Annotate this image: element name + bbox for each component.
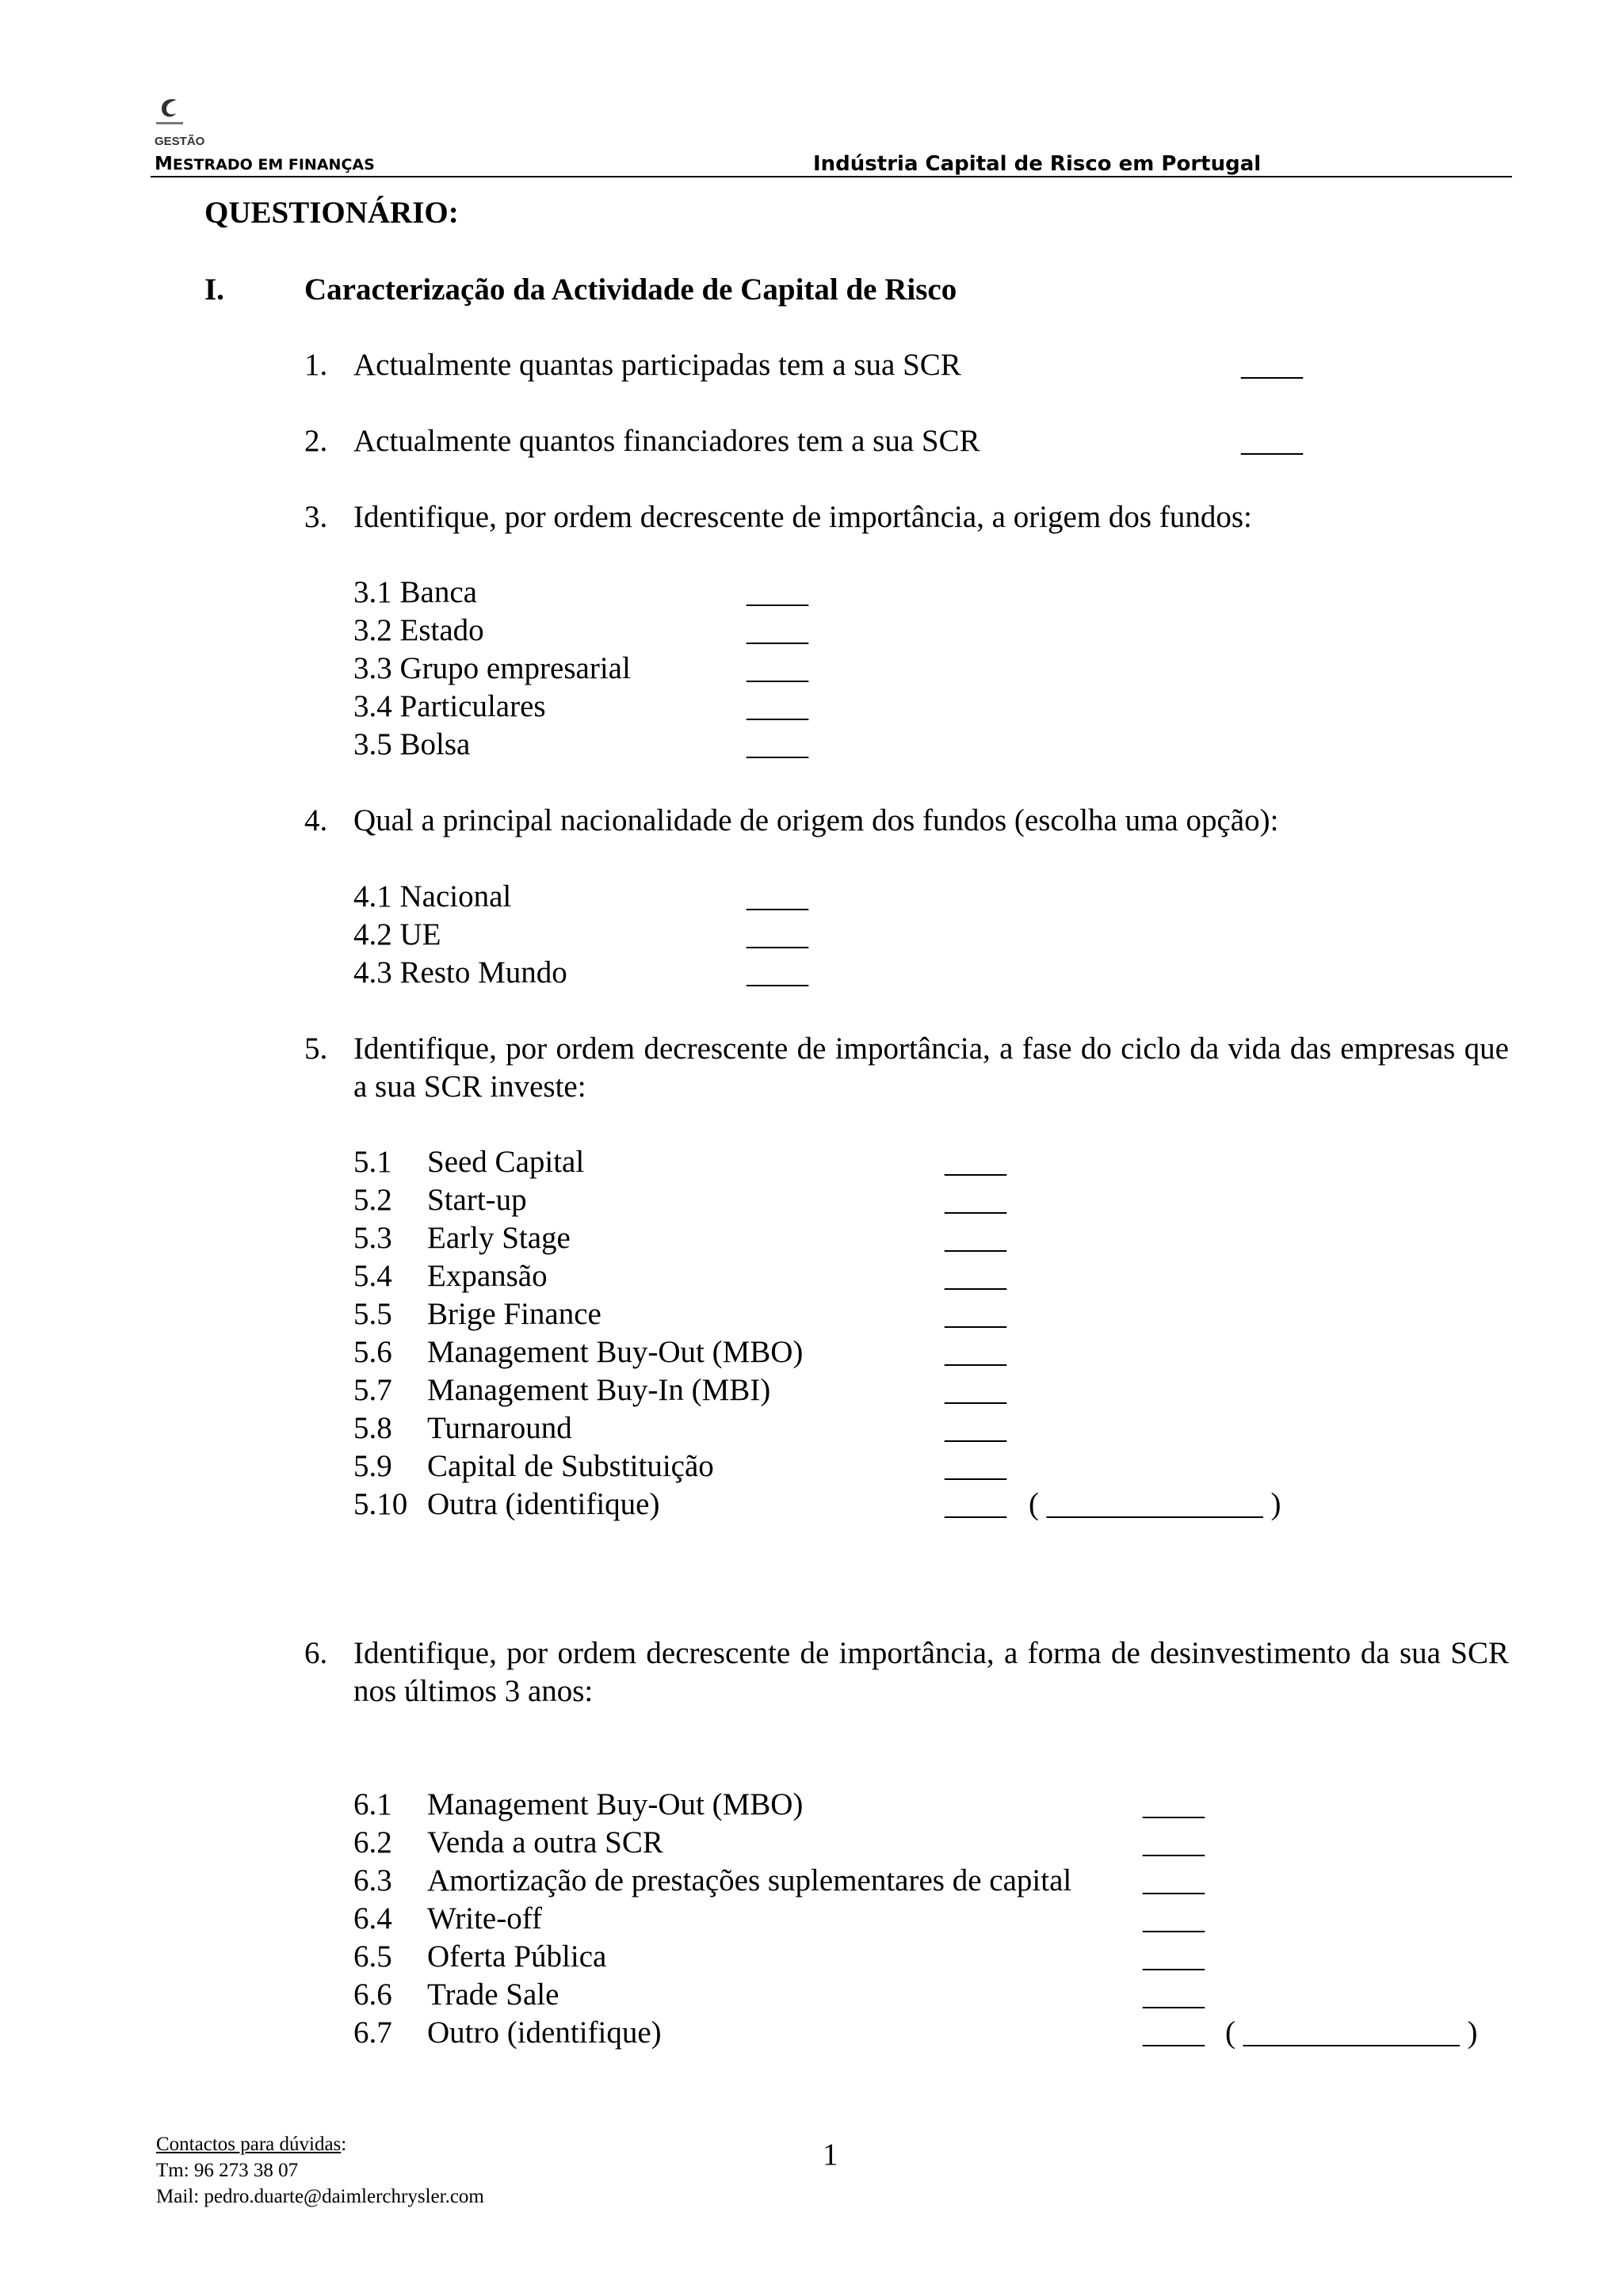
q5-item-blank[interactable]: ____: [945, 1145, 1006, 1179]
q6-item-blank[interactable]: ____: [1143, 1825, 1205, 1859]
logo-swirl-icon: [155, 93, 186, 133]
q5-item-number: 5.9: [353, 1449, 392, 1483]
q5-item-blank[interactable]: ____: [945, 1411, 1006, 1445]
q5-item-blank[interactable]: ____: [945, 1183, 1006, 1217]
q2-number: 2.: [304, 424, 328, 458]
q4-item-blank[interactable]: ____: [747, 879, 808, 913]
q5-item-number: 5.1: [353, 1145, 392, 1179]
q4-number: 4.: [304, 803, 328, 837]
q5-item-label: Brige Finance: [427, 1297, 601, 1331]
q5-item-number: 5.4: [353, 1259, 392, 1293]
footer-phone: Tm: 96 273 38 07: [156, 2160, 299, 2181]
header-left-cap: M: [155, 154, 173, 174]
q1-answer-blank[interactable]: ____: [1241, 348, 1303, 382]
q5-item-label: Expansão: [427, 1259, 548, 1293]
contacts-label-text: Contactos para dúvidas: [156, 2134, 342, 2155]
q5-item-label: Early Stage: [427, 1221, 571, 1255]
q3-item-blank[interactable]: ____: [747, 613, 808, 647]
q6-item-label: Write-off: [427, 1901, 542, 1936]
q3-item-blank[interactable]: ____: [747, 575, 808, 609]
page-title: QUESTIONÁRIO:: [204, 196, 459, 230]
q4-text: Qual a principal nacionalidade de origem dos fundos (escolha uma opção):: [353, 803, 1279, 837]
q5-text: Identifique, por ordem decrescente de importância, a fase do ciclo da vida das empresas que a sua SCR investe:: [353, 1032, 1509, 1104]
q1-number: 1.: [304, 348, 328, 382]
q6-item-blank[interactable]: ____: [1143, 1863, 1205, 1897]
q3-item-label: 3.5 Bolsa: [353, 727, 471, 761]
q3-text: Identifique, por ordem decrescente de importância, a origem dos fundos:: [353, 500, 1252, 534]
q3-item-blank[interactable]: ____: [747, 651, 808, 685]
q6-item-label: Trade Sale: [427, 1978, 559, 2012]
header-rule: [151, 176, 1512, 177]
q3-item-label: 3.1 Banca: [353, 575, 477, 609]
q5-item-number: 5.2: [353, 1183, 392, 1217]
q1-text: Actualmente quantas participadas tem a sua SCR: [353, 348, 961, 382]
q6-text: Identifique, por ordem decrescente de importância, a forma de desinvestimento da sua SCR nos últimos 3 anos:: [353, 1636, 1509, 1708]
q5-item-blank[interactable]: ____: [945, 1259, 1006, 1293]
q5-item-number: 5.7: [353, 1373, 392, 1407]
section-number: I.: [204, 273, 224, 307]
q5-item-number: 5.6: [353, 1335, 392, 1369]
q5-item-blank[interactable]: ____: [945, 1487, 1006, 1521]
q5-item-label: Seed Capital: [427, 1145, 585, 1179]
q6-item-number: 6.2: [353, 1825, 392, 1859]
q5-item-blank[interactable]: ____: [945, 1373, 1006, 1407]
footer-email[interactable]: Mail: pedro.duarte@daimlerchrysler.com: [156, 2186, 484, 2207]
footer-contacts-label: [156, 2131, 346, 2157]
q5-item-number: 5.8: [353, 1411, 392, 1445]
q6-item-label: Management Buy-Out (MBO): [427, 1787, 804, 1821]
contacts-label-colon: :: [341, 2134, 347, 2155]
q6-other-specify-field[interactable]: ( ______________ ): [1225, 2016, 1478, 2050]
q4-item-label: 4.1 Nacional: [353, 879, 512, 913]
q5-item-number: 5.3: [353, 1221, 392, 1255]
q2-answer-blank[interactable]: ____: [1241, 424, 1303, 458]
q6-item-blank[interactable]: ____: [1143, 2016, 1205, 2050]
logo-wordmark: GESTÃO: [155, 135, 205, 148]
q6-item-blank[interactable]: ____: [1143, 1787, 1205, 1821]
section-title: Caracterização da Actividade de Capital de Risco: [304, 273, 957, 307]
q6-item-label: Outro (identifique): [427, 2016, 662, 2050]
q3-number: 3.: [304, 500, 328, 534]
header-left-rest: ESTRADO EM FINANÇAS: [172, 156, 375, 174]
q6-item-number: 6.3: [353, 1863, 392, 1897]
q6-number: 6.: [304, 1636, 328, 1670]
q6-item-label: Venda a outra SCR: [427, 1825, 663, 1859]
q2-text: Actualmente quantos financiadores tem a sua SCR: [353, 424, 980, 458]
q5-item-blank[interactable]: ____: [945, 1335, 1006, 1369]
q5-other-specify-field[interactable]: ( ______________ ): [1029, 1487, 1281, 1521]
q6-item-blank[interactable]: ____: [1143, 1978, 1205, 2012]
q4-item-label: 4.2 UE: [353, 917, 441, 952]
q5-item-number: 5.10: [353, 1487, 408, 1521]
q6-item-label: Amortização de prestações suplementares de capital: [427, 1863, 1072, 1897]
q6-item-blank[interactable]: ____: [1143, 1901, 1205, 1936]
q6-item-blank[interactable]: ____: [1143, 1939, 1205, 1974]
q5-item-blank[interactable]: ____: [945, 1449, 1006, 1483]
q6-item-number: 6.6: [353, 1978, 392, 2012]
q5-item-label: Outra (identifique): [427, 1487, 660, 1521]
q3-item-label: 3.2 Estado: [353, 613, 484, 647]
q5-item-label: Capital de Substituição: [427, 1449, 714, 1483]
q4-item-blank[interactable]: ____: [747, 955, 808, 990]
q3-item-label: 3.3 Grupo empresarial: [353, 651, 631, 685]
q5-item-label: Management Buy-In (MBI): [427, 1373, 771, 1407]
q5-item-label: Turnaround: [427, 1411, 572, 1445]
header-left-title: [155, 154, 375, 174]
q3-item-blank[interactable]: ____: [747, 727, 808, 761]
header-right-title: Indústria Capital de Risco em Portugal: [813, 152, 1262, 176]
q5-item-label: Start-up: [427, 1183, 527, 1217]
q6-item-number: 6.4: [353, 1901, 392, 1936]
q5-item-number: 5.5: [353, 1297, 392, 1331]
q6-item-number: 6.7: [353, 2016, 392, 2050]
q6-item-number: 6.5: [353, 1939, 392, 1974]
q5-number: 5.: [304, 1032, 328, 1066]
q3-item-label: 3.4 Particulares: [353, 689, 546, 723]
q4-item-label: 4.3 Resto Mundo: [353, 955, 567, 990]
q5-item-blank[interactable]: ____: [945, 1221, 1006, 1255]
page-number: 1: [823, 2138, 838, 2172]
q6-item-number: 6.1: [353, 1787, 392, 1821]
q5-item-label: Management Buy-Out (MBO): [427, 1335, 804, 1369]
q6-item-label: Oferta Pública: [427, 1939, 607, 1974]
q4-item-blank[interactable]: ____: [747, 917, 808, 952]
q5-item-blank[interactable]: ____: [945, 1297, 1006, 1331]
q3-item-blank[interactable]: ____: [747, 689, 808, 723]
